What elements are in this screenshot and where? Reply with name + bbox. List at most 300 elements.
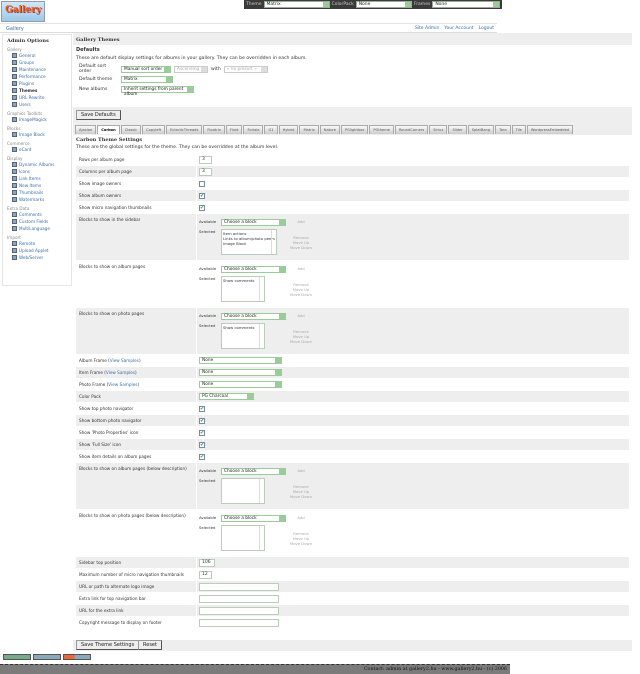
rows-per-album-page-input[interactable]: 3: [199, 156, 212, 164]
available-block-select[interactable]: [221, 313, 286, 320]
sidebar-group-display: Display: [7, 156, 23, 161]
available-block-select[interactable]: [221, 219, 286, 226]
up-block-button[interactable]: Move Up: [292, 536, 310, 541]
listbox-scrollbar[interactable]: [259, 277, 264, 301]
setting-label: [76, 557, 196, 568]
add-block-button[interactable]: Add: [297, 313, 305, 318]
select-value: None: [202, 382, 214, 387]
logout-link[interactable]: Logout: [478, 26, 494, 31]
setting-label: [76, 569, 196, 580]
block-actions: [286, 229, 316, 255]
setting-label-text: Blocks to show on photo pages: [79, 311, 145, 316]
add-block-button[interactable]: Add: [297, 515, 305, 520]
presort-select[interactable]: « no presort »: [224, 66, 268, 73]
sidebar-item-imagemagick[interactable]: [7, 116, 67, 123]
url-rewrite-icon: [12, 95, 17, 100]
block-chooser: [199, 512, 316, 554]
chevron-down-icon: [323, 2, 329, 7]
tab-copyleft[interactable]: Copyleft: [142, 125, 165, 134]
your-account-link[interactable]: Your Account: [444, 26, 474, 31]
setting-label: [76, 202, 196, 213]
sidebar-item-thumbnails[interactable]: [7, 189, 67, 196]
available-block-select[interactable]: [221, 468, 286, 475]
colorpack-select[interactable]: None: [356, 1, 412, 8]
setting-row-show-album-owners: [76, 190, 629, 202]
setting-row-columns-per-album-page: [76, 166, 629, 178]
setting-label: Photo Frame (View Samples): [79, 382, 140, 387]
selected-block-option[interactable]: Show comments: [223, 325, 255, 330]
available-block-select[interactable]: [221, 515, 286, 522]
setting-value: [196, 379, 629, 390]
setting-label-text: Rows per album page: [79, 157, 125, 162]
setting-label: [76, 166, 196, 177]
tab-fluid[interactable]: Fluid: [226, 125, 243, 134]
setting-label-text: Show 'Photo Properties' icon: [79, 430, 139, 435]
setting-row-blocks-to-show-in-the-sidebar: [76, 214, 629, 261]
selected-block-option[interactable]: Image Block: [223, 241, 247, 246]
save-theme-settings-button[interactable]: Save Theme Settings: [76, 640, 139, 650]
setting-label-text: Copyright message to display on footer: [79, 620, 162, 625]
setting-label: Album Frame (View Samples): [79, 358, 141, 363]
setting-label: [76, 214, 196, 260]
setting-label: [76, 308, 196, 354]
theme-select[interactable]: Matrix: [264, 1, 330, 8]
setting-label: [76, 605, 196, 616]
maximum-number-of-micro-navigation-thumbnails-input[interactable]: 12: [199, 571, 212, 579]
select-value: Choose a block: [224, 267, 257, 272]
selected-blocks-list[interactable]: [221, 478, 265, 504]
setting-label: [76, 439, 196, 450]
sidebar-item-groups[interactable]: [7, 59, 67, 66]
setting-value: [196, 581, 629, 592]
selected-block-option[interactable]: Links to album/photo peers: [223, 236, 275, 241]
setting-value: [196, 190, 629, 201]
sidebar-item-general[interactable]: [7, 52, 67, 59]
sidebar-item-comments[interactable]: [7, 211, 67, 218]
block-chooser: [199, 310, 316, 352]
comments-icon: [12, 212, 17, 217]
tab-classic[interactable]: Classic: [121, 125, 141, 134]
selected-blocks-list[interactable]: [221, 525, 265, 551]
setting-label-text: Blocks to show in the sidebar: [79, 217, 141, 222]
chevron-down-icon: [166, 77, 172, 82]
show-full-size-icon-checkbox[interactable]: ✔: [200, 441, 205, 448]
sidebar-item-multilanguage[interactable]: [7, 225, 67, 232]
setting-value: [196, 214, 629, 260]
setting-value: [196, 427, 629, 438]
available-label: Available: [199, 313, 217, 318]
setting-row-blocks-to-show-on-album-pages-below-description: [76, 463, 629, 510]
setting-value: [196, 202, 629, 213]
listbox-scrollbar[interactable]: [259, 526, 264, 550]
listbox-scrollbar[interactable]: [259, 479, 264, 503]
sidebar-item-remote[interactable]: [7, 240, 67, 247]
sidebar-item-ecard[interactable]: [7, 146, 67, 153]
chevron-down-icon: [279, 469, 285, 474]
sidebar-item-label: Maintenance: [19, 67, 46, 72]
select-value: Choose a block: [224, 314, 257, 319]
setting-value: [196, 415, 629, 426]
setting-label-text: Extra link for top navigation bar: [79, 596, 146, 601]
tab-floatrix[interactable]: Floatrix: [203, 125, 224, 134]
defaults-section: Defaults These are default display settings for albums in your gallery. They can be overridden in each album. Default sort order Manual sort order Ascending with « no presort » Default theme Matrix New albums Inherit settings from parent album: [73, 45, 632, 107]
setting-label: [76, 581, 196, 592]
site-admin-link[interactable]: Site Admin: [414, 26, 440, 31]
gallery-logo[interactable]: Gallery: [1, 1, 45, 22]
sidebar-item-label: Performance: [19, 74, 46, 79]
sort-direction-select[interactable]: Ascending: [174, 66, 208, 73]
setting-value: [196, 154, 629, 165]
sidebar-item-upload-applet[interactable]: [7, 247, 67, 254]
down-block-button[interactable]: Move Down: [289, 339, 313, 344]
plugins-icon: [12, 81, 17, 86]
tab-tile[interactable]: Tile: [512, 125, 526, 134]
setting-row-show-image-owners: [76, 178, 629, 190]
chevron-down-icon: [275, 358, 281, 363]
sidebar-item-users[interactable]: [7, 101, 67, 108]
setting-row-sidebar-top-position: [76, 557, 629, 569]
default-sort-select[interactable]: Manual sort order: [121, 66, 171, 73]
block-chooser: [199, 263, 316, 305]
setting-label-text: Show top photo navigator: [79, 406, 134, 411]
setting-row-blocks-to-show-on-album-pages: [76, 261, 629, 308]
custom-fields-icon: [12, 219, 17, 224]
performance-icon: [12, 74, 17, 79]
listbox-scrollbar[interactable]: [259, 324, 264, 348]
chevron-down-icon: [201, 67, 207, 72]
sidebar-item-dynamic-albums[interactable]: [7, 161, 67, 168]
setting-row-show-bottom-photo-navigator: [76, 415, 629, 427]
imagemagick-icon: [12, 117, 17, 122]
powered-badge[interactable]: [63, 654, 91, 660]
select-value: Choose a block: [224, 220, 257, 225]
up-block-button[interactable]: Move Up: [292, 489, 310, 494]
sidebar-item-watermarks[interactable]: [7, 196, 67, 203]
setting-value: [196, 403, 629, 414]
sidebar-item-label: Users: [19, 102, 31, 107]
sidebar-group-extra-data: Extra Data: [7, 206, 30, 211]
users-icon: [12, 102, 17, 107]
chevron-down-icon: [164, 67, 170, 72]
setting-label: [76, 190, 196, 201]
dynamic-albums-icon: [12, 162, 17, 167]
select-value: None: [202, 370, 214, 375]
available-block-select[interactable]: [221, 266, 286, 273]
setting-label-text: Show bottom photo navigator: [79, 418, 142, 423]
color-pack-select[interactable]: [199, 393, 254, 400]
setting-label-text: Item Frame: [79, 370, 103, 375]
setting-value: [196, 569, 629, 580]
groups-icon: [12, 60, 17, 65]
chevron-down-icon: [279, 516, 285, 521]
setting-value: [196, 557, 629, 568]
remove-block-button[interactable]: Remove: [293, 531, 309, 536]
tab-g1[interactable]: G1: [264, 125, 277, 134]
sidebar-group-import: Import: [7, 235, 21, 240]
link-items-icon: [12, 176, 17, 181]
sidebar-item-label: Link Items: [19, 176, 41, 181]
frames-select[interactable]: None: [432, 1, 500, 8]
setting-label-text: Show micro navigation thumbnails: [79, 205, 152, 210]
sidebar-item-new-items[interactable]: [7, 182, 67, 189]
setting-value: [196, 463, 629, 509]
sidebar-title: Admin Options: [7, 38, 49, 44]
add-block-button[interactable]: Add: [297, 219, 305, 224]
available-label: Available: [199, 266, 217, 271]
tab-tora[interactable]: Tora: [495, 125, 510, 134]
setting-value: [196, 367, 629, 378]
setting-value: [196, 166, 629, 177]
gallery-badge[interactable]: [33, 654, 61, 660]
setting-label: [76, 617, 196, 628]
setting-row-show-full-size-icon: [76, 439, 629, 451]
add-block-button[interactable]: Add: [297, 468, 305, 473]
tab-nature[interactable]: Nature: [320, 125, 340, 134]
selected-label: Selected: [199, 525, 216, 530]
available-label: Available: [199, 219, 217, 224]
block-chooser: [199, 216, 316, 258]
setting-row-blocks-to-show-on-photo-pages: [76, 308, 629, 355]
maintenance-icon: [12, 67, 17, 72]
show-album-owners-checkbox[interactable]: ✔: [200, 192, 205, 199]
default-theme-select[interactable]: Matrix: [121, 76, 173, 83]
upload-applet-icon: [12, 248, 17, 253]
selected-blocks-list[interactable]: [221, 323, 265, 349]
tab-splatbang[interactable]: SplatBang: [468, 125, 494, 134]
sidebar-item-label: Remote: [19, 241, 36, 246]
tab-ajaxian[interactable]: Ajaxian: [75, 125, 96, 134]
setting-label: [76, 427, 196, 438]
block-actions: [286, 525, 316, 551]
setting-label: [76, 391, 196, 402]
show-photo-properties-icon-checkbox[interactable]: ✔: [200, 429, 205, 436]
selected-block-option[interactable]: Show comments: [223, 278, 255, 283]
remove-block-button[interactable]: Remove: [293, 282, 309, 287]
tab-siriux[interactable]: Siriux: [429, 125, 447, 134]
setting-label: [76, 403, 196, 414]
setting-value: [196, 261, 629, 307]
photo-frame-select[interactable]: [199, 381, 282, 388]
page-title: Gallery Themes: [76, 37, 120, 43]
sidebar-item-label: Comments: [19, 212, 42, 217]
sidebar-item-label: Themes: [19, 88, 38, 93]
remove-block-button[interactable]: Remove: [293, 329, 309, 334]
ecard-icon: [12, 147, 17, 152]
main-panel: [73, 33, 632, 651]
album-frame-select[interactable]: [199, 357, 282, 364]
sidebar-item-label: Custom Fields: [19, 219, 49, 224]
setting-row-color-pack: [76, 391, 629, 403]
thumbnails-icon: [12, 190, 17, 195]
sidebar-item-url-rewrite[interactable]: [7, 94, 67, 101]
web-server-icon: [12, 255, 17, 260]
sidebar-item-themes[interactable]: [7, 87, 67, 94]
setting-value: [196, 593, 629, 604]
save-defaults-button[interactable]: Save Defaults: [76, 110, 121, 120]
tab-hybrid[interactable]: Hybrid: [279, 125, 299, 134]
setting-row-copyright-message-to-display-on-footer: [76, 617, 629, 629]
tab-wordpressembedded[interactable]: WordpressEmbedded: [527, 125, 573, 134]
setting-row-show-top-photo-navigator: [76, 403, 629, 415]
selected-blocks-list[interactable]: [221, 229, 277, 255]
show-micro-navigation-thumbnails-checkbox[interactable]: ✔: [200, 204, 205, 211]
selected-blocks-list[interactable]: [221, 276, 265, 302]
sidebar-item-plugins[interactable]: [7, 80, 67, 87]
sidebar-item-icons[interactable]: [7, 168, 67, 175]
chevron-down-icon: [247, 394, 253, 399]
selected-label: Selected: [199, 323, 216, 328]
sidebar-item-label: Image Block: [19, 132, 45, 137]
url-or-path-to-alternate-logo-image-input[interactable]: [199, 583, 279, 591]
theme-switcher-bar: Theme Matrix ColorPack None Frames None: [244, 0, 502, 9]
setting-value: [196, 510, 629, 556]
icons-icon: [12, 169, 17, 174]
down-block-button[interactable]: Move Down: [289, 292, 313, 297]
available-label: Available: [199, 468, 217, 473]
sidebar-item-label: Groups: [19, 60, 34, 65]
setting-label-text: Show image owners: [79, 181, 122, 186]
tab-carbon[interactable]: Carbon: [97, 125, 119, 134]
add-block-button[interactable]: Add: [297, 266, 305, 271]
tab-roundcorners[interactable]: RoundCorners: [395, 125, 428, 134]
show-bottom-photo-navigator-checkbox[interactable]: ✔: [200, 417, 205, 424]
sidebar-item-label: eCard: [19, 147, 32, 152]
setting-row-item-frame: [76, 367, 629, 379]
up-block-button[interactable]: Move Up: [292, 287, 310, 292]
chevron-down-icon: [279, 220, 285, 225]
setting-label-text: Sidebar top position: [79, 560, 122, 565]
block-actions: [286, 323, 316, 349]
carbon-description: These are the global settings for the theme. They can be overridden at the album level.: [76, 145, 279, 150]
sidebar-item-label: Web/Server: [19, 255, 44, 260]
sidebar-item-link-items[interactable]: [7, 175, 67, 182]
setting-value: [196, 605, 629, 616]
listbox-scrollbar[interactable]: [271, 230, 276, 254]
setting-label: [76, 261, 196, 307]
extra-link-for-top-navigation-bar-input[interactable]: [199, 595, 279, 603]
sidebar-item-performance[interactable]: [7, 73, 67, 80]
up-block-button[interactable]: Move Up: [292, 240, 310, 245]
new-albums-select[interactable]: Inherit settings from parent album: [121, 86, 194, 93]
show-item-details-on-album-pages-checkbox[interactable]: ✔: [200, 453, 205, 460]
defaults-description: These are default display settings for albums in your gallery. They can be overridden in each album.: [76, 56, 307, 61]
sidebar-item-label: URL Rewrite: [19, 95, 45, 100]
general-icon: [12, 53, 17, 58]
remove-block-button[interactable]: Remove: [293, 484, 309, 489]
tab-slider[interactable]: Slider: [448, 125, 466, 134]
view-samples-link[interactable]: View Samples: [108, 382, 138, 387]
show-image-owners-checkbox[interactable]: [199, 181, 205, 187]
url-for-the-extra-link-input[interactable]: [199, 607, 279, 615]
setting-value: [196, 178, 629, 189]
setting-row-maximum-number-of-micro-navigation-thumbnails: [76, 569, 629, 581]
sidebar-top-position-input[interactable]: 106: [199, 559, 215, 567]
chevron-down-icon: [275, 382, 281, 387]
carbon-settings-section: [73, 135, 632, 640]
setting-row-album-frame: [76, 355, 629, 367]
setting-label: [76, 178, 196, 189]
sidebar-item-label: Watermarks: [19, 197, 45, 202]
setting-value: [196, 439, 629, 450]
themes-icon: [12, 88, 17, 93]
sidebar-item-label: MultiLanguage: [19, 226, 50, 231]
sidebar-item-label: New Items: [19, 183, 42, 188]
setting-label-text: Blocks to show on album pages: [79, 264, 146, 269]
select-value: PG Charcoal: [202, 394, 229, 399]
setting-row-rows-per-album-page: [76, 154, 629, 166]
setting-label: Item Frame (View Samples): [79, 370, 137, 375]
sidebar-item-label: Icons: [19, 169, 30, 174]
chevron-down-icon: [493, 2, 499, 7]
item-frame-select[interactable]: [199, 369, 282, 376]
sidebar-item-custom-fields[interactable]: [7, 218, 67, 225]
setting-label-text: Color Pack: [79, 394, 101, 399]
down-block-button[interactable]: Move Down: [289, 245, 313, 250]
sidebar-group-graphics-toolkits: Graphics Toolkits: [7, 111, 43, 116]
sidebar-item-image-block[interactable]: [7, 131, 67, 138]
breadcrumb-gallery[interactable]: Gallery: [6, 26, 24, 32]
remove-block-button[interactable]: Remove: [293, 235, 309, 240]
setting-label: [76, 510, 196, 556]
sidebar-item-label: Dynamic Albums: [19, 162, 55, 167]
carbon-heading: Carbon Theme Settings: [76, 137, 143, 143]
setting-row-url-or-path-to-alternate-logo-image: [76, 581, 629, 593]
setting-value: [196, 308, 629, 354]
down-block-button[interactable]: Move Down: [289, 494, 313, 499]
setting-label: [76, 154, 196, 165]
setting-label-text: Blocks to show on album pages (below description): [79, 466, 187, 471]
footer: Contact: admin at gallery2.hu - www.gallery2.hu - (c) 2006: [0, 664, 510, 674]
setting-label-text: URL for the extra link: [79, 608, 124, 613]
setting-row-show-item-details-on-album-pages: [76, 451, 629, 463]
sidebar-item-label: General: [19, 53, 36, 58]
setting-row-url-for-the-extra-link: [76, 605, 629, 617]
copyright-message-to-display-on-footer-input[interactable]: [199, 619, 279, 627]
tab-eclecticthreads[interactable]: EclecticThreads: [166, 125, 202, 134]
setting-value: [196, 617, 629, 628]
setting-label-text: Photo Frame: [79, 382, 106, 387]
setting-row-show-photo-properties-icon: [76, 427, 629, 439]
validator-badge[interactable]: [3, 654, 31, 660]
sidebar-item-maintenance[interactable]: [7, 66, 67, 73]
sidebar-group-blocks: Blocks: [7, 126, 21, 131]
tab-pgtheme[interactable]: PGtheme: [369, 125, 394, 134]
sidebar-item-web-server[interactable]: [7, 254, 67, 261]
selected-label: Selected: [199, 276, 216, 281]
view-samples-link[interactable]: View Samples: [109, 358, 139, 363]
tab-forlala[interactable]: Forlala: [243, 125, 263, 134]
reset-button[interactable]: Reset: [138, 640, 162, 650]
select-value: Choose a block: [224, 469, 257, 474]
tab-matrix[interactable]: Matrix: [299, 125, 318, 134]
columns-per-album-page-input[interactable]: 3: [199, 168, 212, 176]
selected-block-option[interactable]: Item actions: [223, 231, 247, 236]
show-top-photo-navigator-checkbox[interactable]: ✔: [200, 405, 205, 412]
chevron-down-icon: [279, 314, 285, 319]
view-samples-link[interactable]: View Samples: [105, 370, 136, 375]
setting-label: [76, 593, 196, 604]
setting-label-text: Columns per album page: [79, 169, 132, 174]
setting-row-photo-frame: [76, 379, 629, 391]
multilanguage-icon: [12, 226, 17, 231]
chevron-down-icon: [187, 87, 193, 92]
up-block-button[interactable]: Move Up: [292, 334, 310, 339]
tab-pglightbox[interactable]: PGlightbox: [341, 125, 368, 134]
selected-label: Selected: [199, 478, 216, 483]
down-block-button[interactable]: Move Down: [289, 541, 313, 546]
chevron-down-icon: [261, 67, 267, 72]
setting-label-text: Show album owners: [79, 193, 122, 198]
